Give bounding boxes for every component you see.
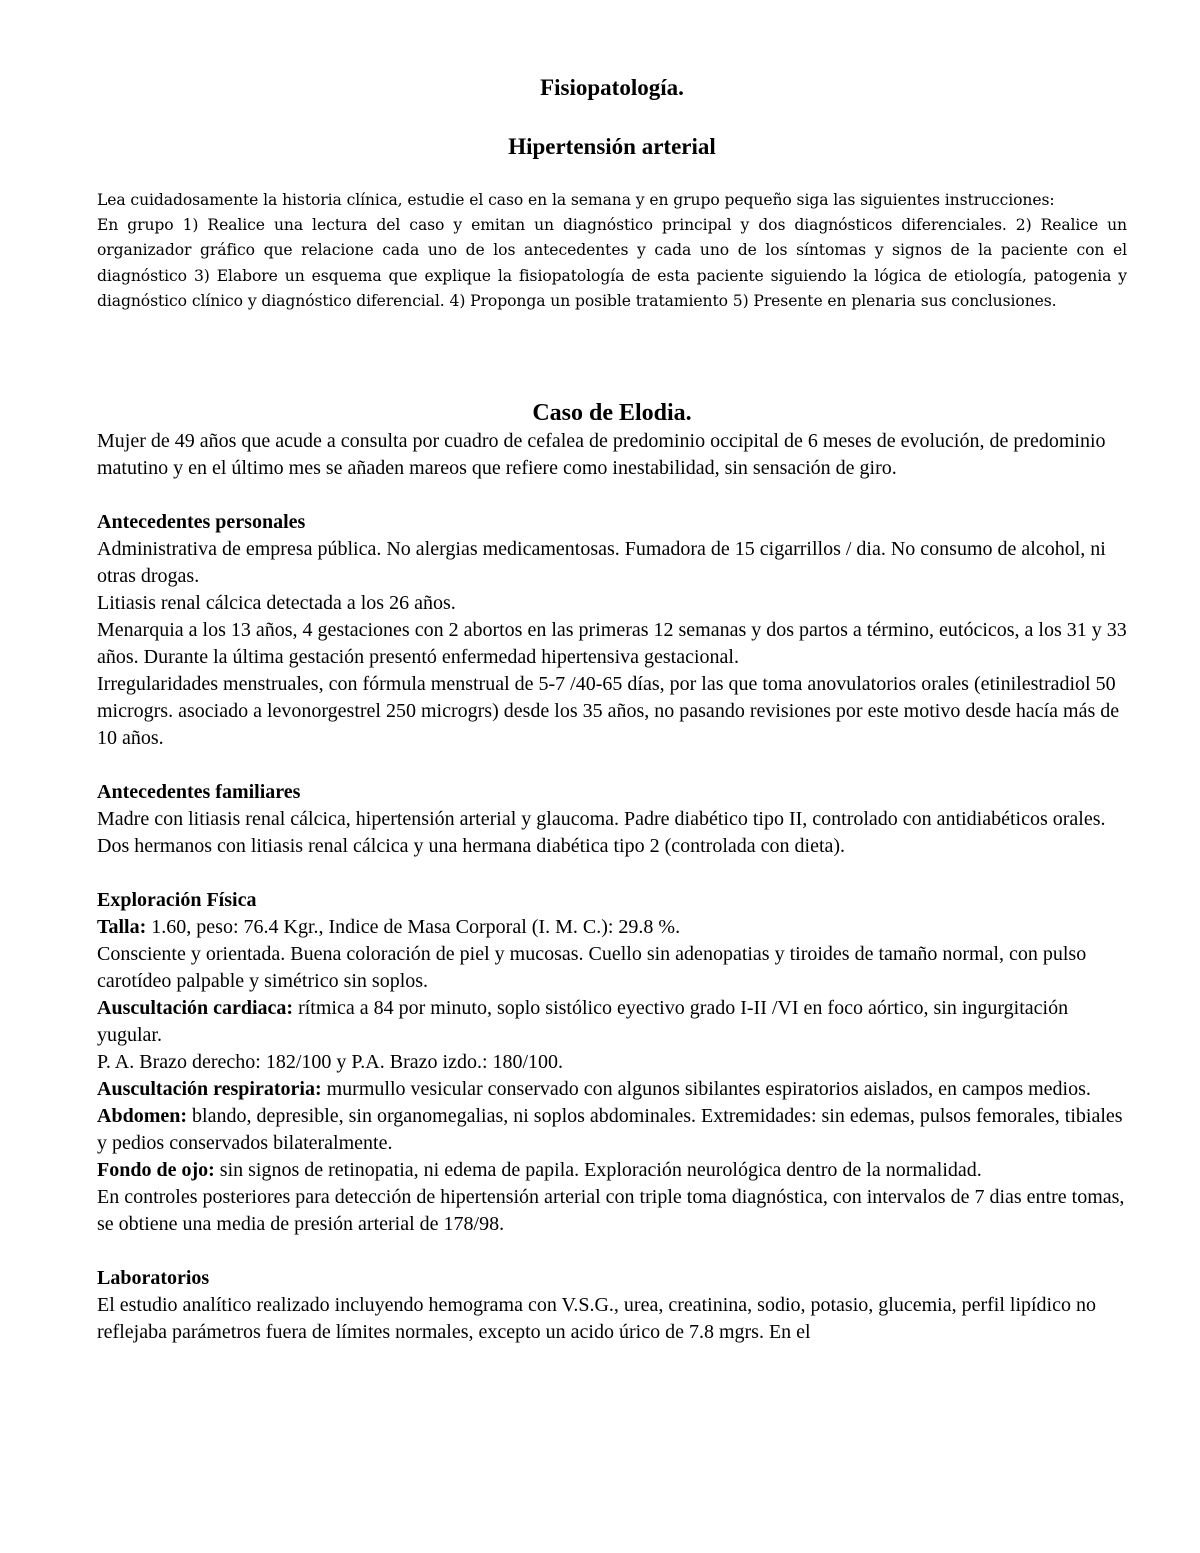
case-presentation: Mujer de 49 años que acude a consulta por cuadro de cefalea de predominio occipital de 6 meses de evolución, de predominio matutino y en el último mes se añaden mareos que refiere como inestabilidad, sin sensación de giro.: [97, 430, 1106, 479]
cardiac-label: Auscultación cardiaca:: [97, 997, 294, 1019]
abdomen-line: [97, 1103, 1127, 1157]
case-title: Caso de Elodia.: [532, 400, 692, 426]
fundus-text: sin signos de retinopatia, ni edema de papila. Exploración neurológica dentro de la normalidad.: [214, 1159, 982, 1181]
labs-heading: Laboratorios: [97, 1267, 210, 1289]
cardiac-line: [97, 995, 1127, 1049]
talla-line: [97, 914, 1127, 941]
personal-history-line: Menarquia a los 13 años, 4 gestaciones con 2 abortos en las primeras 12 semanas y dos partos a término, eutócicos, a los 31 y 33 años. Durante la última gestación presentó enfermedad hipertensiva gestacional.: [97, 619, 1127, 668]
general-exam-text: Consciente y orientada. Buena coloración de piel y mucosas. Cuello sin adenopatias y tiroides de tamaño normal, con pulso carotídeo palpable y simétrico sin soplos.: [97, 943, 1087, 992]
talla-label: Talla:: [97, 916, 147, 938]
talla-text: 1.60, peso: 76.4 Kgr., Indice de Masa Corporal (I. M. C.): 29.8 %.: [146, 916, 681, 938]
document-title: Fisiopatología.: [540, 75, 684, 100]
fundus-line: [97, 1157, 1127, 1184]
family-history-text: Madre con litiasis renal cálcica, hipertensión arterial y glaucoma. Padre diabético tipo II, controlado con antidiabéticos orales. Dos hermanos con litiasis renal cálcica y una hermana diabética tipo 2 (controlada con dieta).: [97, 808, 1106, 857]
blood-pressure-text: P. A. Brazo derecho: 182/100 y P.A. Brazo izdo.: 180/100.: [97, 1051, 564, 1073]
followup-text: En controles posteriores para detección de hipertensión arterial con triple toma diagnóstica, con intervalos de 7 dias entre tomas, se obtiene una media de presión arterial de 178/98.: [97, 1186, 1125, 1235]
labs-text: El estudio analítico realizado incluyendo hemograma con V.S.G., urea, creatinina, sodio, potasio, glucemia, perfil lipídico no reflejaba parámetros fuera de límites normales, excepto un acido úrico de 7.8 mgrs. En el: [97, 1294, 1096, 1343]
instructions-intro: Lea cuidadosamente la historia clínica, estudie el caso en la semana y en grupo pequeño siga las siguientes instrucciones:: [97, 191, 1055, 209]
personal-history-heading: Antecedentes personales: [97, 511, 306, 533]
abdomen-label: Abdomen:: [97, 1105, 188, 1127]
case-body: [97, 428, 1127, 1346]
cardiac-text: rítmica a 84 por minuto, soplo sistólico eyectivo grado I-II /VI en foco aórtico, sin ingurgitación yugular.: [97, 997, 1069, 1046]
family-history-heading: Antecedentes familiares: [97, 781, 301, 803]
personal-history-line: Litiasis renal cálcica detectada a los 26 años.: [97, 592, 456, 614]
personal-history-line: Administrativa de empresa pública. No alergias medicamentosas. Fumadora de 15 cigarrillos / dia. No consumo de alcohol, ni otras drogas.: [97, 538, 1106, 587]
respiratory-line: [97, 1076, 1127, 1103]
respiratory-text: murmullo vesicular conservado con algunos sibilantes espiratorios aislados, en campos medios.: [321, 1078, 1091, 1100]
fundus-label: Fondo de ojo:: [97, 1159, 215, 1181]
abdomen-text: blando, depresible, sin organomegalias, ni soplos abdominales. Extremidades: sin edemas, pulsos femorales, tibiales y pedios conservados bilateralmente.: [97, 1105, 1123, 1154]
physical-exam-heading: Exploración Física: [97, 889, 257, 911]
respiratory-label: Auscultación respiratoria:: [97, 1078, 322, 1100]
instructions-steps: En grupo 1) Realice una lectura del caso y emitan un diagnóstico principal y dos diagnósticos diferenciales. 2) Realice un organizador gráfico que relacione cada uno de los antecedentes y cada uno de los síntomas y signos de la paciente con el diagnóstico 3) Elabore un esquema que explique la fisiopatología de esta paciente siguiendo la lógica de etiología, patogenia y diagnóstico clínico y diagnóstico diferencial. 4) Proponga un posible tratamiento 5) Presente en plenaria sus conclusiones.: [97, 216, 1127, 310]
instructions-block: [97, 188, 1127, 314]
personal-history-line: Irregularidades menstruales, con fórmula menstrual de 5-7 /40-65 días, por las que toma anovulatorios orales (etinilestradiol 50 microgrs. asociado a levonorgestrel 250 microgrs) desde los 35 años, no pasando revisiones por este motivo desde hacía más de 10 años.: [97, 673, 1120, 749]
document-subtitle: Hipertensión arterial: [508, 134, 716, 159]
